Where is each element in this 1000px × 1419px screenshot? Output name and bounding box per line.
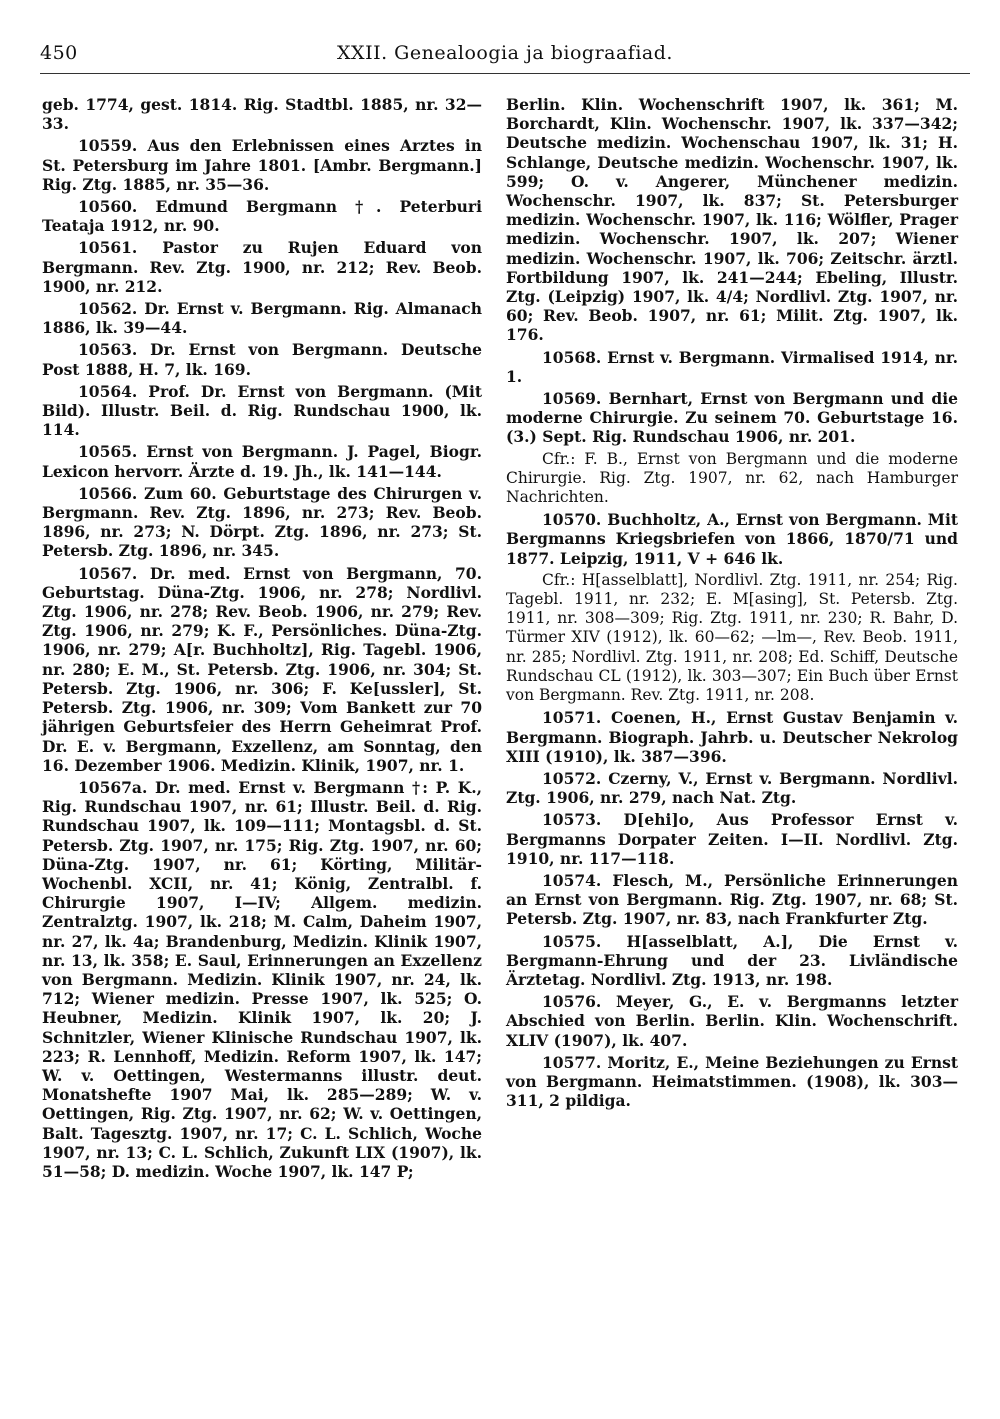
bibliography-entry: 10574. Flesch, M., Persönliche Erinnerungen an Ernst von Bergmann. Rig. Ztg. 1907, nr. 68; St. Petersb. Ztg. 1907, nr. 83, nach Frankfurter Ztg. (506, 870, 958, 929)
bibliography-entry: 10571. Coenen, H., Ernst Gustav Benjamin v. Bergmann. Biograph. Jahrb. u. Deutscher Nekrolog XIII (1910), lk. 387—396. (506, 708, 958, 766)
bibliography-entry: 10569. Bernhart, Ernst von Bergmann und die moderne Chirurgie. Zu seinem 70. Geburtstage 16. (3.) Sept. Rig. Rundschau 1906, nr. 201. (506, 389, 958, 447)
header-rule (40, 73, 970, 74)
bibliography-entry: 10568. Ernst v. Bergmann. Virmalised 1914, nr. 1. (506, 347, 958, 386)
bibliography-entry: 10567a. Dr. med. Ernst v. Bergmann †: P. K., Rig. Rundschau 1907, nr. 61; Illustr. Beil. d. Rig. Rundschau 1907, lk. 109—111; Montagsbl. d. St. Petersb. Ztg. 1907, nr. 175; Rig. Ztg. 1907, nr. 60; Düna-Ztg. 1907, nr. 61; Körting, Militär-Wochenbl. XCII, nr. 41; König, Zentralbl. f. Chirurgie 1907, I—IV; Allgem. medizin. Zentralztg. 1907, lk. 218; M. Calm, Daheim 1907, nr. 27, lk. 4a; Brandenburg, Medizin. Klinik 1907, nr. 13, lk. 358; E. Saul, Erinnerungen an Exzellenz von Bergmann. Medizin. Klinik 1907, nr. 24, lk. 712; Wiener medizin. Presse 1907, lk. 525; O. Heubner, Medizin. Klinik 1907, lk. 20; J. Schnitzler, Wiener Klinische Rundschau 1907, lk. 223; R. Lennhoff, Medizin. Reform 1907, lk. 147; W. v. Oettingen, Westermanns illustr. deut. Monatshefte 1907 Mai, lk. 285—289; W. v. Oettingen, Rig. Ztg. 1907, nr. 62; W. v. Oettingen, Balt. Tagesztg. 1907, nr. 17; C. L. Schlich, Woche 1907, nr. 13; C. L. Schlich, Zukunft LIX (1907), lk. 51—58; D. medizin. Woche 1907, lk. 147 P; (42, 777, 482, 1181)
bibliography-entry: 10573. D[ehi]o, Aus Professor Ernst v. Bergmanns Dorpater Zeiten. I—II. Nordlivl. Ztg. 1910, nr. 117—118. (506, 810, 958, 868)
page-header (40, 42, 970, 72)
bibliography-entry: Cfr.: H[asselblatt], Nordlivl. Ztg. 1911, nr. 254; Rig. Tagebl. 1911, nr. 232; E. M[asing], St. Petersb. Ztg. 1911, nr. 308—309; Rig. Ztg. 1911, nr. 230; R. Bahr, D. Türmer XIV (1912), lk. 60—62; —lm—, Rev. Beob. 1911, nr. 285; Nordlivl. Ztg. 1911, nr. 208; Ed. Schiff, Deutsche Rundschau CL (1912), lk. 303—307; Ein Buch über Ernst von Bergmann. Rev. Ztg. 1911, nr. 208. (506, 570, 958, 705)
bibliography-entry: 10575. H[asselblatt, A.], Die Ernst v. Bergmann-Ehrung und der 23. Livländische Ärztetag. Nordlivl. Ztg. 1913, nr. 198. (506, 931, 958, 989)
bibliography-entry: 10577. Moritz, E., Meine Beziehungen zu Ernst von Bergmann. Heimatstimmen. (1908), lk. 303—311, 2 pildiga. (506, 1052, 958, 1111)
bibliography-entry: 10564. Prof. Dr. Ernst von Bergmann. (Mit Bild). Illustr. Beil. d. Rig. Rundschau 1900, lk. 114. (42, 381, 482, 440)
bibliography-entry: 10566. Zum 60. Geburtstage des Chirurgen v. Bergmann. Rev. Ztg. 1896, nr. 273; Rev. Beob. 1896, nr. 273; N. Dörpt. Ztg. 1896, nr. 273; St. Petersb. Ztg. 1896, nr. 345. (42, 483, 482, 561)
bibliography-entry: geb. 1774, gest. 1814. Rig. Stadtbl. 1885, nr. 32—33. (42, 95, 482, 134)
bibliography-entry: 10567. Dr. med. Ernst von Bergmann, 70. Geburtstag. Düna-Ztg. 1906, nr. 278; Nordlivl. Ztg. 1906, nr. 278; Rev. Beob. 1906, nr. 279; Rev. Ztg. 1906, nr. 279; K. F., Persönliches. Düna-Ztg. 1906, nr. 279; A[r. Buchholtz], Rig. Tagebl. 1906, nr. 280; E. M., St. Petersb. Ztg. 1906, nr. 304; St. Petersb. Ztg. 1906, nr. 306; F. Ke[ussler], St. Petersb. Ztg. 1906, nr. 309; Vom Bankett zur 70 jährigen Geburtsfeier des Herrn Geheimrat Prof. Dr. E. v. Bergmann, Exzellenz, am Sonntag, den 16. Dezember 1906. Medizin. Klinik, 1907, nr. 1. (42, 563, 482, 775)
bibliography-entry: 10561. Pastor zu Rujen Eduard von Bergmann. Rev. Ztg. 1900, nr. 212; Rev. Beob. 1900, nr. 212. (42, 238, 482, 296)
bibliography-entry: 10572. Czerny, V., Ernst v. Bergmann. Nordlivl. Ztg. 1906, nr. 279, nach Nat. Ztg. (506, 768, 958, 808)
bibliography-entry: 10560. Edmund Bergmann †. Peterburi Teataja 1912, nr. 90. (42, 197, 482, 236)
bibliography-entry: 10576. Meyer, G., E. v. Bergmanns letzter Abschied von Berlin. Berlin. Klin. Wochenschrift. XLIV (1907), lk. 407. (506, 992, 958, 1050)
running-title: XXII. Genealoogia ja biograafiad. (337, 42, 673, 64)
bibliography-entry: 10563. Dr. Ernst von Bergmann. Deutsche Post 1888, H. 7, lk. 169. (42, 340, 482, 379)
bibliography-entry: Berlin. Klin. Wochenschrift 1907, lk. 361; M. Borchardt, Klin. Wochenschr. 1907, lk. 337—342; Deutsche medizin. Wochenschau 1907, lk. 31; H. Schlange, Deutsche medizin. Wochenschr. 1907, lk. 599; O. v. Angerer, Münchener medizin. Wochenschr. 1907, lk. 837; St. Petersburger medizin. Wochenschr. 1907, lk. 116; Wölfler, Prager medizin. Wochenschr. 1907, lk. 207; Wiener medizin. Wochenschr. 1907, lk. 706; Zeitschr. ärztl. Fortbildung 1907, lk. 241—244; Ebeling, Illustr. Ztg. (Leipzig) 1907, lk. 4/4; Nordlivl. Ztg. 1907, nr. 60; Rev. Beob. 1907, nr. 61; Milit. Ztg. 1907, lk. 176. (506, 95, 958, 345)
left-column (42, 95, 482, 1181)
bibliography-entry: Cfr.: F. B., Ernst von Bergmann und die moderne Chirurgie. Rig. Ztg. 1907, nr. 62, nach Hamburger Nachrichten. (506, 449, 958, 507)
bibliography-entry: 10570. Buchholtz, A., Ernst von Bergmann. Mit Bergmanns Kriegsbriefen von 1866, 1870/71 und 1877. Leipzig, 1911, V + 646 lk. (506, 510, 958, 568)
bibliography-entry: 10565. Ernst von Bergmann. J. Pagel, Biogr. Lexicon hervorr. Ärzte d. 19. Jh., lk. 141—144. (42, 442, 482, 481)
bibliography-entry: 10559. Aus den Erlebnissen eines Arztes in St. Petersburg im Jahre 1801. [Ambr. Bergmann.] Rig. Ztg. 1885, nr. 35—36. (42, 136, 482, 194)
bibliography-entry: 10562. Dr. Ernst v. Bergmann. Rig. Almanach 1886, lk. 39—44. (42, 299, 482, 338)
page-number: 450 (40, 42, 78, 64)
right-column (506, 95, 958, 1110)
